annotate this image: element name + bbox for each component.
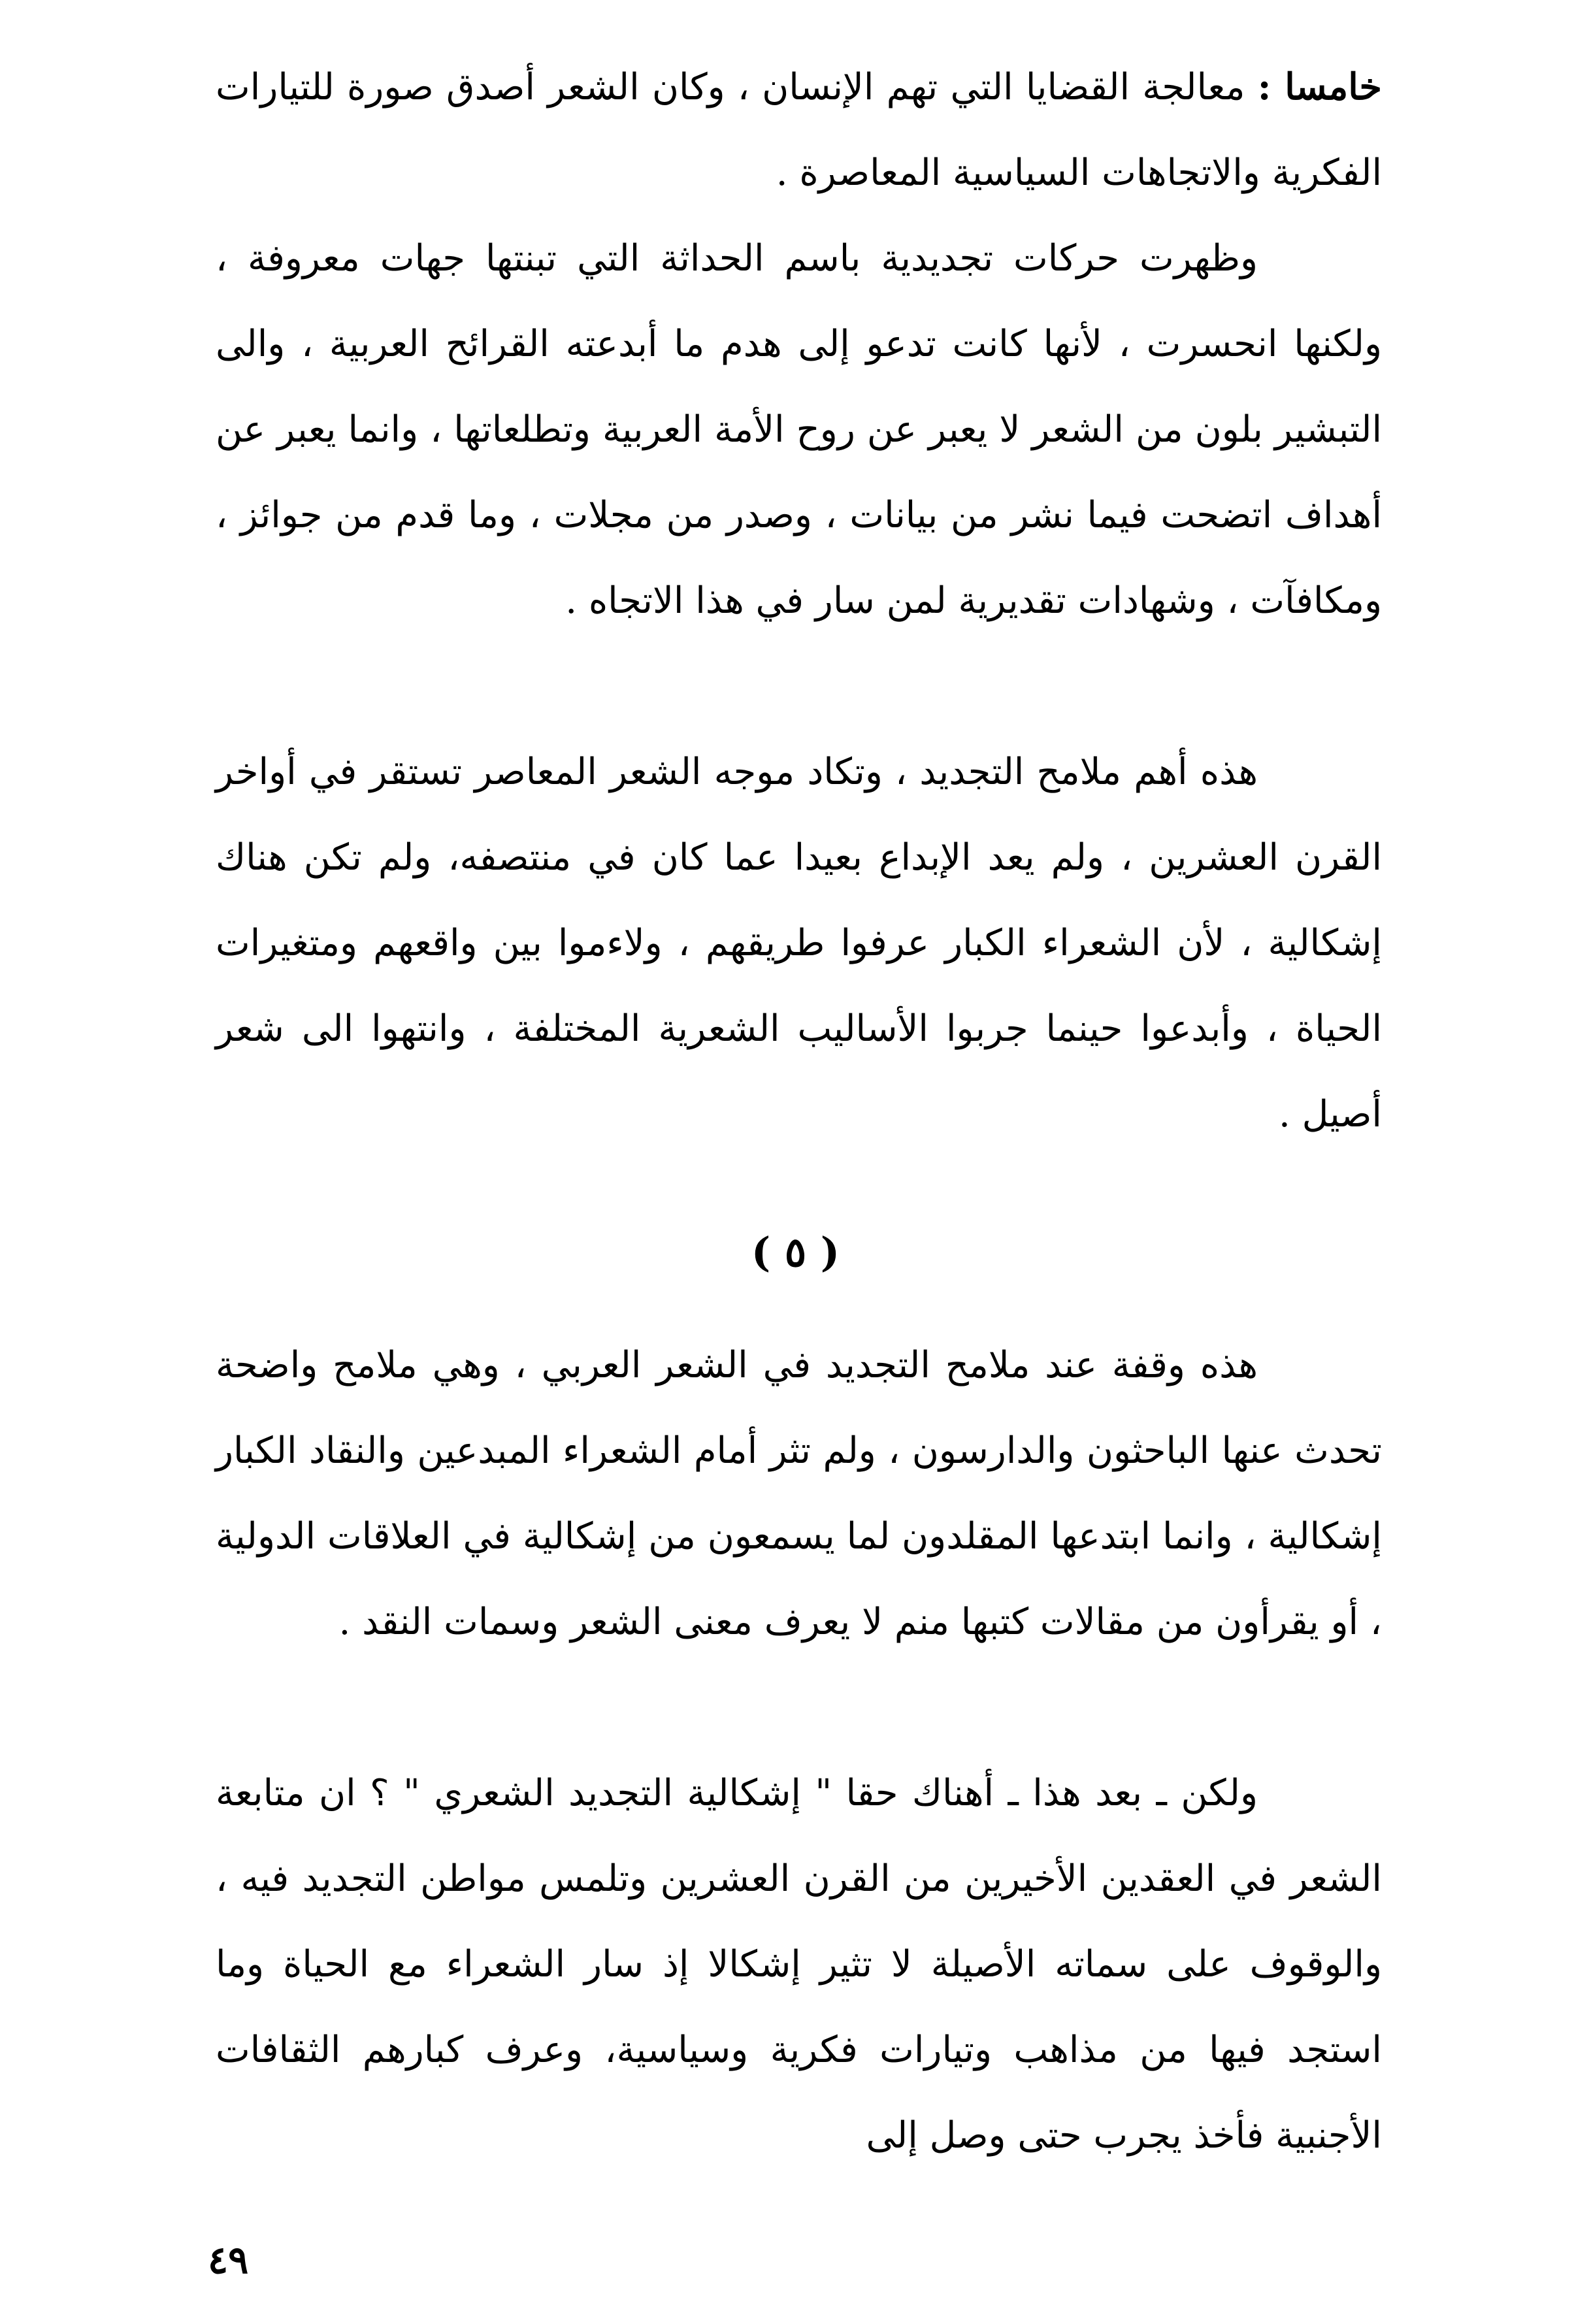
paragraph-problem-question: [216, 1750, 1382, 2178]
paragraph-fifth-point: [216, 44, 1382, 216]
paragraph-text: وظهرت حركات تجديدية باسم الحداثة التي تبنتها جهات معروفة ، ولكنها انحسرت ، لأنها كانت تدعو إلى هدم ما أبدعته القرائح العربية ، والى التبشير بلون من الشعر لا يعبر عن روح الأمة العربية وتطلعاتها ، وانما يعبر عن أهداف اتضحت فيما نشر من بيانات ، وصدر من مجلات ، وما قدم من جوائز ، ومكافآت ، وشهادات تقديرية لمن سار في هذا الاتجاه .: [216, 237, 1382, 622]
paragraph-section-intro: [216, 1322, 1382, 1665]
page-number: ٤٩: [208, 2238, 249, 2282]
paragraph-text: هذه أهم ملامح التجديد ، وتكاد موجه الشعر المعاصر تستقر في أواخر القرن العشرين ، ولم يعد الإبداع بعيدا عما كان في منتصفه، ولم تكن هناك إشكالية ، لأن الشعراء الكبار عرفوا طريقهم ، ولاءموا بين واقعهم ومتغيرات الحياة ، وأبدعوا حينما جربوا الأساليب الشعرية المختلفة ، وانتهوا الى شعر أصيل .: [216, 751, 1382, 1136]
section-heading-number: ( ٥ ): [751, 1228, 840, 1276]
paragraph-lead-label: خامسا :: [1257, 65, 1382, 108]
paragraph-text: معالجة القضايا التي تهم الإنسان ، وكان الشعر أصدق صورة للتيارات الفكرية والاتجاهات السياسية المعاصرة .: [216, 66, 1382, 194]
paragraph-modernism-movements: [216, 216, 1382, 644]
paragraph-text: هذه وقفة عند ملامح التجديد في الشعر العربي ، وهي ملامح واضحة تحدث عنها الباحثون والدارسون ، ولم تثر أمام الشعراء المبدعين والنقاد الكبار إشكالية ، وانما ابتدعها المقلدون لما يسمعون من إشكالية في العلاقات الدولية ، أو يقرأون من مقالات كتبها منم لا يعرف معنى الشعر وسمات النقد .: [216, 1344, 1382, 1643]
paragraph-text: ولكن ـ بعد هذا ـ أهناك حقا " إشكالية التجديد الشعري " ؟ ان متابعة الشعر في العقدين الأخيرين من القرن العشرين وتلمس مواطن التجديد فيه ، والوقوف على سماته الأصيلة لا تثير إشكالا إذ سار الشعراء مع الحياة وما استجد فيها من مذاهب وتيارات فكرية وسياسية، وعرف كبارهم الثقافات الأجنبية فأخذ يجرب حتى وصل إلى: [216, 1772, 1382, 2157]
paragraph-renewal-features: [216, 729, 1382, 1157]
